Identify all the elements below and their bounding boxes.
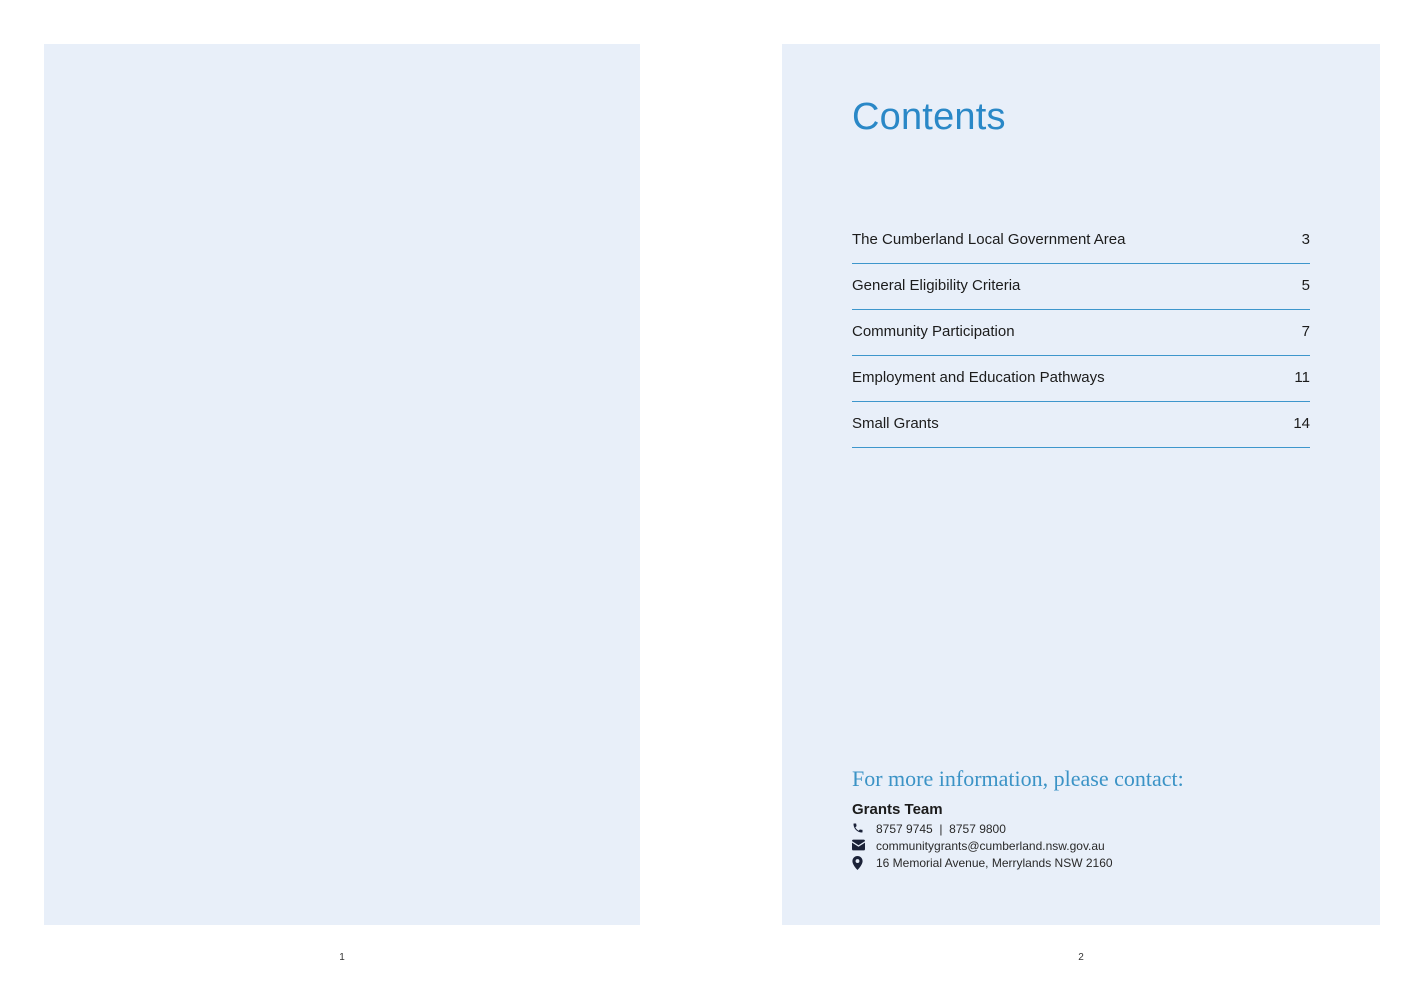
contact-team-name: Grants Team [852,801,943,818]
envelope-icon [852,839,866,853]
toc-entry-page: 5 [1301,277,1310,294]
toc-row[interactable] [852,310,1310,356]
toc-entry-label: Community Participation [852,323,1015,340]
right-page-number: 2 [1078,952,1084,963]
toc-entry-page: 11 [1294,369,1310,386]
contact-phone [852,821,1006,837]
left-page [44,44,640,925]
contact-email-address[interactable]: communitygrants@cumberland.nsw.gov.au [876,839,1105,853]
toc-entry-label: The Cumberland Local Government Area [852,231,1126,248]
toc-entry-page: 14 [1293,415,1310,432]
toc-row[interactable] [852,356,1310,402]
toc-row[interactable] [852,264,1310,310]
contact-address [852,855,1113,871]
toc-entry-label: General Eligibility Criteria [852,277,1021,294]
toc-entry-label: Employment and Education Pathways [852,369,1105,386]
toc-entry-page: 7 [1301,323,1310,340]
contact-heading: For more information, please contact: [852,766,1184,791]
contact-phone-numbers[interactable]: 8757 9745 | 8757 9800 [876,822,1006,836]
toc-entry-label: Small Grants [852,415,939,432]
toc-entry-page: 3 [1301,231,1310,248]
right-page [782,44,1380,925]
left-page-number: 1 [339,952,345,963]
phone-icon [852,822,866,836]
toc-row[interactable] [852,218,1310,264]
contact-street-address: 16 Memorial Avenue, Merrylands NSW 2160 [876,856,1113,870]
contents-title: Contents [852,96,1006,138]
toc-row[interactable] [852,402,1310,448]
map-pin-icon [852,856,866,870]
contact-email [852,838,1105,854]
